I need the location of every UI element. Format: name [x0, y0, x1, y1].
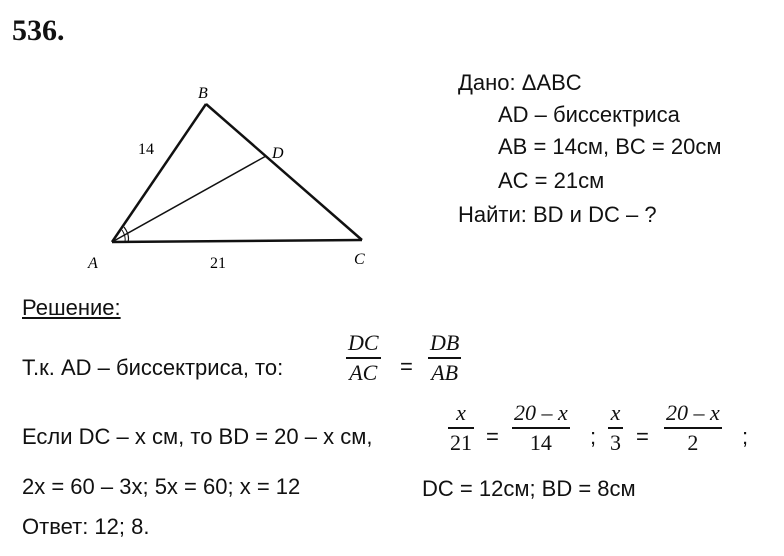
- triangle-figure: [70, 70, 390, 280]
- semicolon: ;: [742, 424, 749, 449]
- side-bc: [206, 104, 362, 240]
- equals-sign: =: [400, 354, 413, 379]
- equals-sign: =: [486, 424, 499, 449]
- row1-text: Т.к. AD – биссектриса, то:: [22, 355, 284, 380]
- fraction-denominator: AB: [431, 360, 459, 385]
- fraction-20-minus-x-2: [664, 400, 722, 456]
- fraction-dc-ac: [346, 330, 381, 386]
- problem-number: 536.: [12, 14, 65, 47]
- fraction-numerator: x: [456, 400, 466, 425]
- side-ab: [112, 104, 206, 242]
- label-d: D: [272, 145, 284, 162]
- fraction-denominator: 3: [610, 430, 621, 455]
- fraction-denominator: 14: [529, 430, 552, 455]
- row3-equation: 2x = 60 – 3x; 5x = 60; x = 12: [22, 474, 301, 499]
- fraction-denominator: AC: [349, 360, 378, 385]
- fraction-bar: [428, 357, 461, 359]
- solution-heading: Решение:: [22, 295, 121, 320]
- fraction-numerator: DC: [348, 330, 379, 355]
- fraction-numerator: DB: [430, 330, 460, 355]
- side-ac: [112, 240, 362, 242]
- fraction-x-3: [608, 400, 623, 456]
- given-line-4: AC = 21см: [498, 168, 605, 193]
- row3-result: DC = 12см; BD = 8см: [422, 476, 636, 501]
- given-line-3: AB = 14см, BC = 20см: [498, 134, 722, 159]
- fraction-numerator: 20 – x: [514, 400, 568, 425]
- fraction-bar: [512, 427, 570, 429]
- label-c: C: [354, 251, 365, 268]
- semicolon: ;: [590, 424, 597, 449]
- given-line-5: Найти: BD и DC – ?: [458, 202, 657, 227]
- equals-sign: =: [636, 424, 649, 449]
- bisector-ad: [112, 156, 266, 242]
- answer-line: Ответ: 12; 8.: [22, 514, 150, 539]
- fraction-bar: [608, 427, 623, 429]
- fraction-bar: [448, 427, 474, 429]
- fraction-db-ab: [428, 330, 461, 386]
- fraction-bar: [346, 357, 381, 359]
- fraction-bar: [664, 427, 722, 429]
- fraction-20-minus-x-14: [512, 400, 570, 456]
- given-line-2: AD – биссектриса: [498, 102, 680, 127]
- fraction-numerator: 20 – x: [666, 400, 720, 425]
- row2-text: Если DC – x см, то BD = 20 – x см,: [22, 424, 373, 449]
- label-ac-length: 21: [210, 255, 226, 272]
- fraction-numerator: x: [610, 400, 621, 425]
- label-ab-length: 14: [138, 141, 154, 158]
- fraction-denominator: 2: [687, 430, 699, 455]
- given-line-1: Дано: ΔABC: [458, 70, 582, 95]
- label-b: B: [198, 85, 208, 102]
- label-a: A: [88, 255, 98, 272]
- fraction-denominator: 21: [450, 430, 472, 455]
- fraction-x-21: [448, 400, 474, 456]
